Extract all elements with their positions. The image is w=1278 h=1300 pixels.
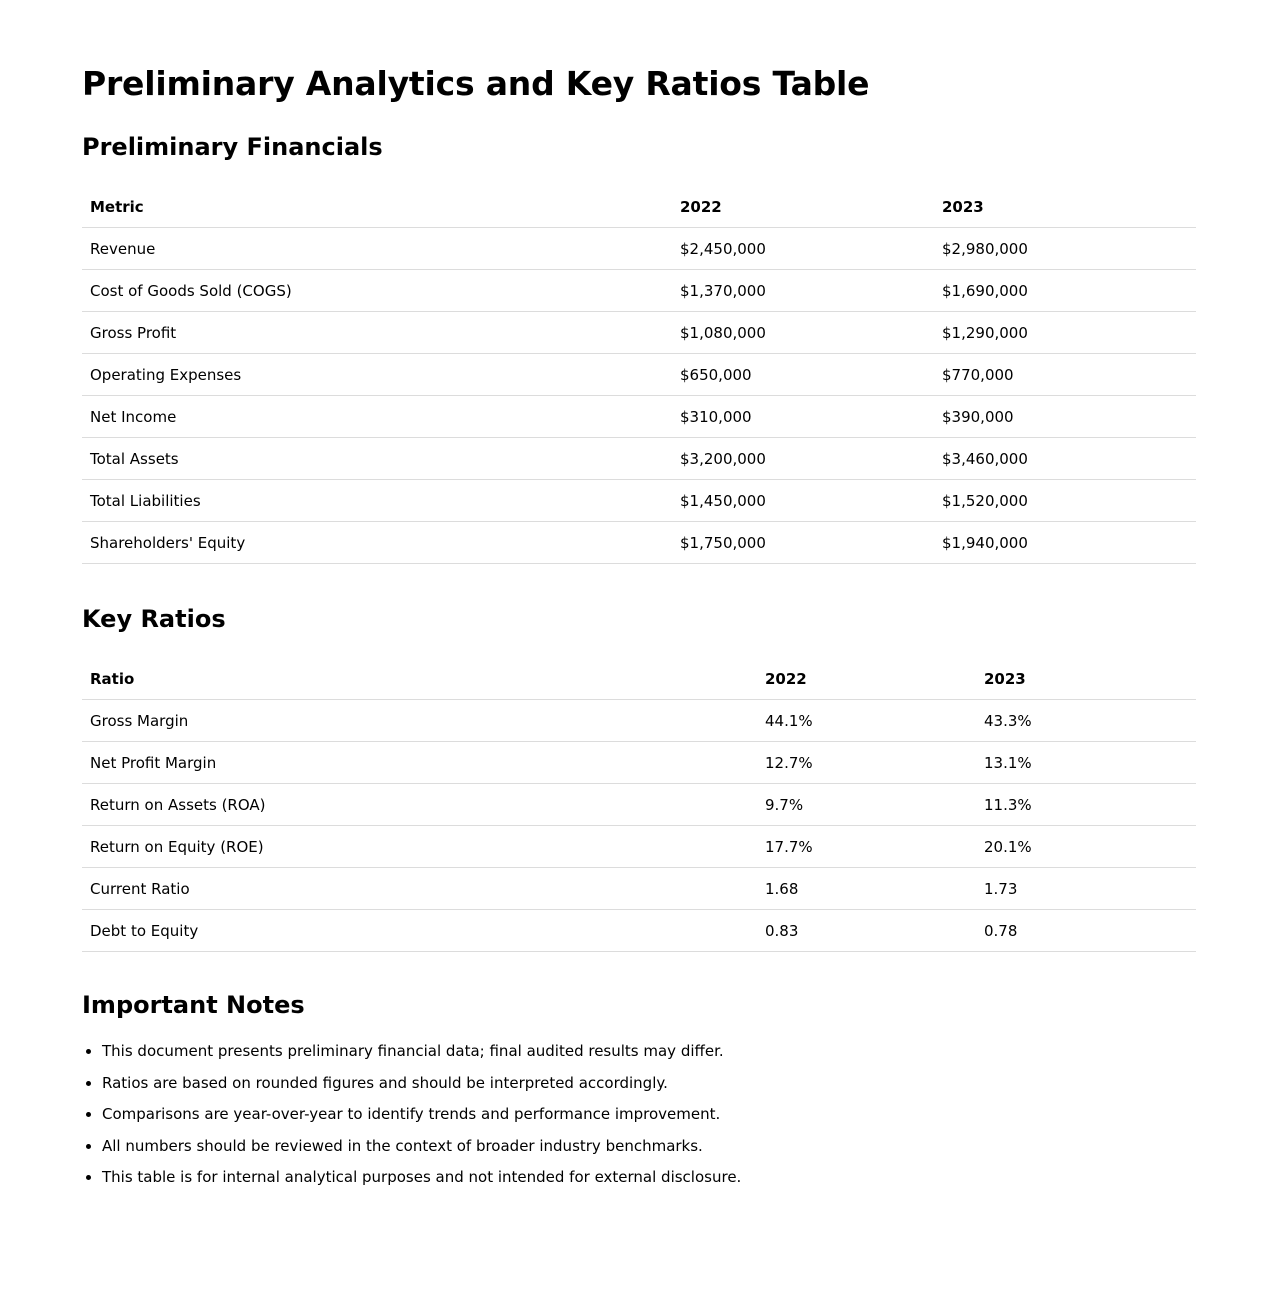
value-2022: 1.68 [757,868,976,910]
table-row [82,784,1196,826]
value-2022: 0.83 [757,910,976,952]
table-row [82,868,1196,910]
table-row [82,438,1196,480]
value-2023: $1,520,000 [934,480,1196,522]
table-row [82,480,1196,522]
value-2023: $2,980,000 [934,228,1196,270]
metric-name: Total Assets [82,438,672,480]
value-2023: $770,000 [934,354,1196,396]
metric-name: Operating Expenses [82,354,672,396]
notes-heading: Important Notes [82,991,305,1019]
value-2022: $310,000 [672,396,934,438]
financials-header-row [82,186,1196,228]
table-row [82,742,1196,784]
value-2022: $650,000 [672,354,934,396]
table-row [82,396,1196,438]
ratios-heading: Key Ratios [82,605,226,633]
value-2022: 9.7% [757,784,976,826]
value-2022: 44.1% [757,700,976,742]
column-header-2022: 2022 [757,658,976,700]
value-2022: $1,080,000 [672,312,934,354]
value-2022: 12.7% [757,742,976,784]
list-item: • Comparisons are year-over-year to identify trends and performance improvement. [102,1099,1196,1131]
table-row [82,228,1196,270]
value-2023: $1,290,000 [934,312,1196,354]
column-header-2023: 2023 [976,658,1196,700]
value-2023: 43.3% [976,700,1196,742]
ratios-header-row [82,658,1196,700]
value-2022: $1,370,000 [672,270,934,312]
table-row [82,700,1196,742]
table-row [82,312,1196,354]
table-row [82,354,1196,396]
value-2022: $3,200,000 [672,438,934,480]
metric-name: Cost of Goods Sold (COGS) [82,270,672,312]
table-row [82,522,1196,564]
value-2023: $1,940,000 [934,522,1196,564]
metric-name: Net Income [82,396,672,438]
column-header-2023: 2023 [934,186,1196,228]
value-2022: $2,450,000 [672,228,934,270]
ratio-name: Net Profit Margin [82,742,757,784]
table-row [82,270,1196,312]
metric-name: Revenue [82,228,672,270]
value-2023: 0.78 [976,910,1196,952]
list-item: • This table is for internal analytical purposes and not intended for external disclosure. [102,1162,1196,1194]
metric-name: Total Liabilities [82,480,672,522]
metric-name: Shareholders' Equity [82,522,672,564]
value-2023: 20.1% [976,826,1196,868]
value-2023: 13.1% [976,742,1196,784]
table-row [82,826,1196,868]
ratio-name: Debt to Equity [82,910,757,952]
list-item: • This document presents preliminary financial data; final audited results may differ. [102,1036,1196,1068]
metric-name: Gross Profit [82,312,672,354]
column-header-metric: Metric [82,186,672,228]
value-2023: $3,460,000 [934,438,1196,480]
financials-table [82,186,1196,564]
value-2022: $1,750,000 [672,522,934,564]
value-2022: 17.7% [757,826,976,868]
notes-list [82,1036,1196,1194]
value-2023: $1,690,000 [934,270,1196,312]
list-item: • All numbers should be reviewed in the context of broader industry benchmarks. [102,1131,1196,1163]
value-2023: 11.3% [976,784,1196,826]
ratio-name: Gross Margin [82,700,757,742]
financials-heading: Preliminary Financials [82,133,383,161]
table-row [82,910,1196,952]
ratios-table [82,658,1196,952]
page-title: Preliminary Analytics and Key Ratios Table [82,64,870,103]
ratio-name: Current Ratio [82,868,757,910]
column-header-ratio: Ratio [82,658,757,700]
column-header-2022: 2022 [672,186,934,228]
list-item: • Ratios are based on rounded figures and should be interpreted accordingly. [102,1068,1196,1100]
value-2023: $390,000 [934,396,1196,438]
value-2023: 1.73 [976,868,1196,910]
ratio-name: Return on Assets (ROA) [82,784,757,826]
value-2022: $1,450,000 [672,480,934,522]
ratio-name: Return on Equity (ROE) [82,826,757,868]
